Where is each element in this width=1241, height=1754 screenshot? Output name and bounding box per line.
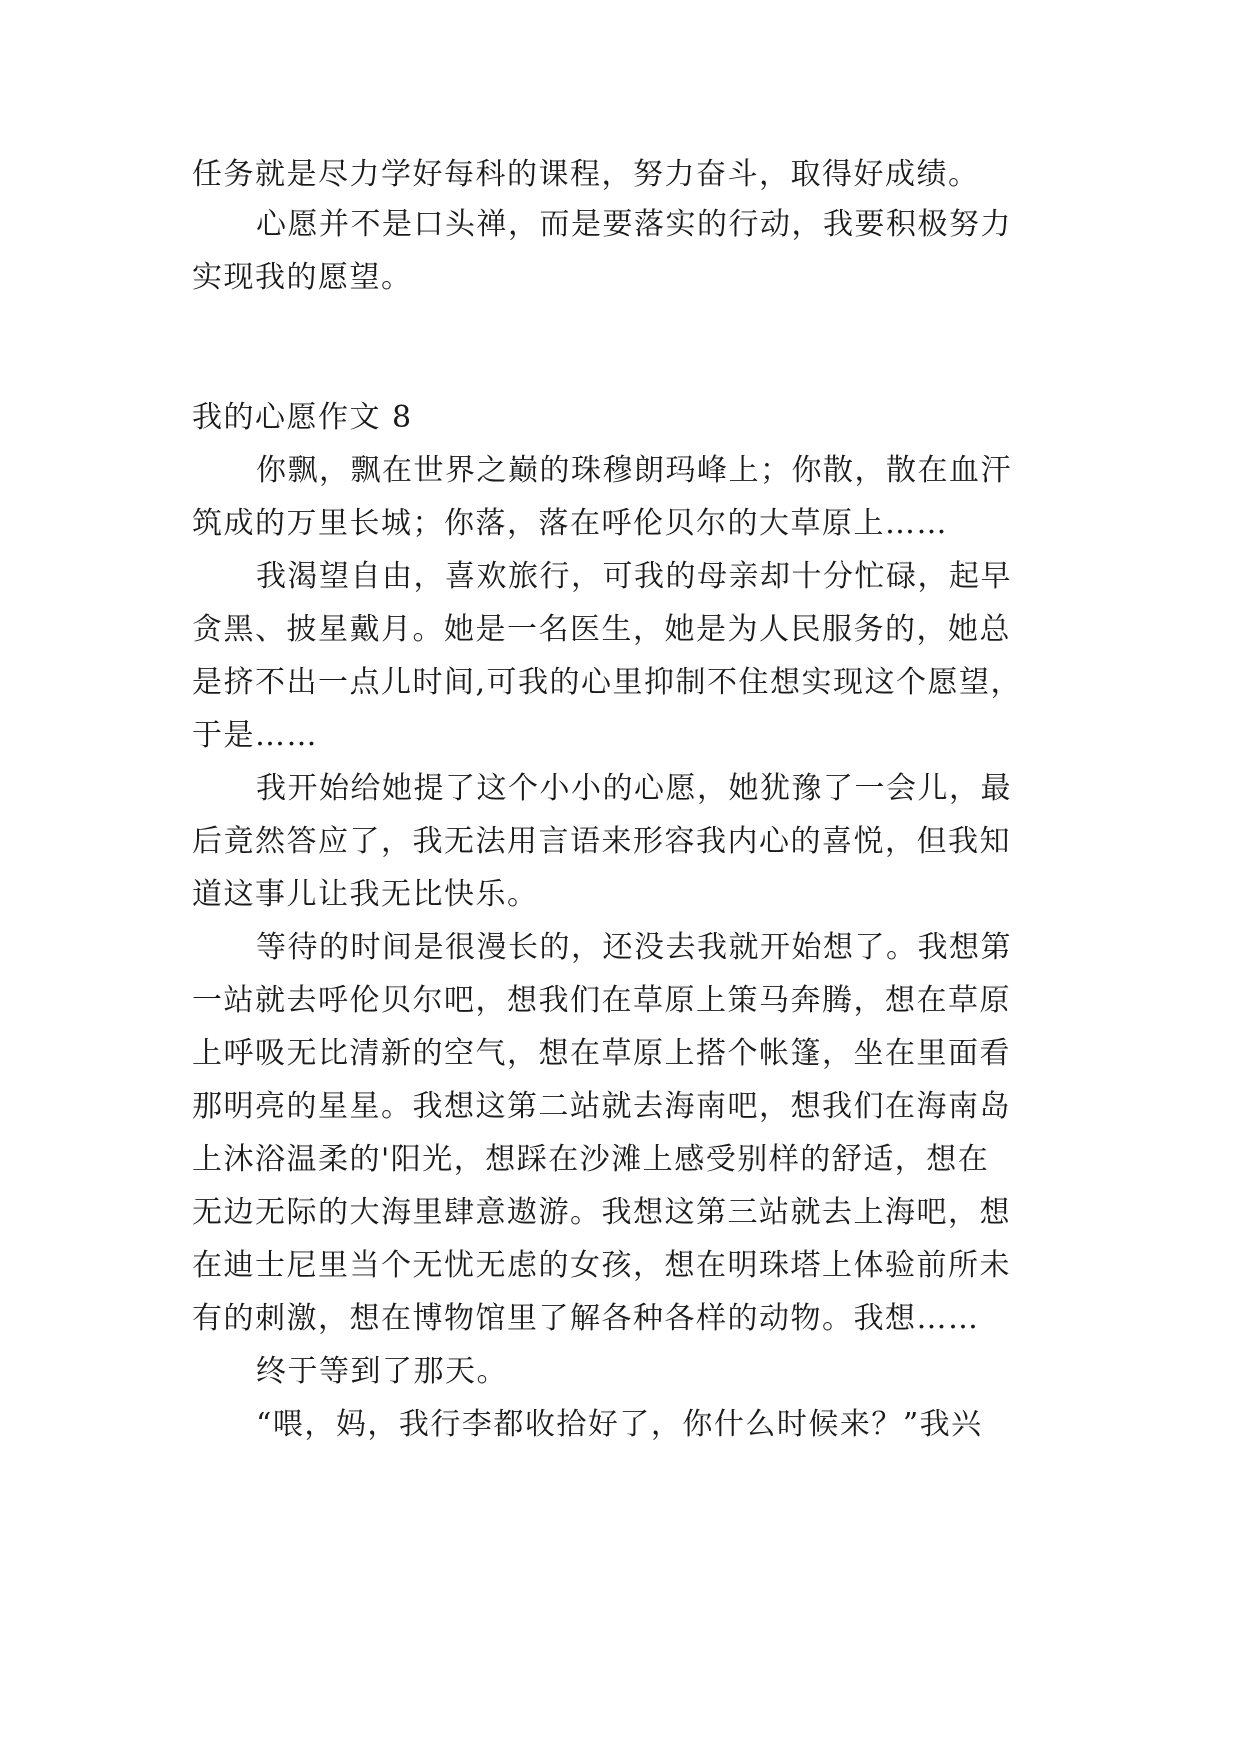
text-line: 贪黑、披星戴月。她是一名医生，她是为人民服务的，她总 (192, 612, 1011, 647)
text-line: 无边无际的大海里肆意遨游。我想这第三站就去上海吧，想 (192, 1195, 1011, 1230)
text-line: 你飘，飘在世界之巅的珠穆朗玛峰上；你散，散在血汗 (256, 453, 1012, 488)
text-line: “喂，妈，我行李都收拾好了，你什么时候来？”我兴 (256, 1407, 983, 1442)
text-line: 心愿并不是口头禅，而是要落实的行动，我要积极努力 (256, 207, 1012, 242)
text-line: 后竟然答应了，我无法用言语来形容我内心的喜悦，但我知 (192, 824, 1011, 859)
text-line: 我开始给她提了这个小小的心愿，她犹豫了一会儿，最 (256, 771, 1012, 806)
text-line: 在迪士尼里当个无忧无虑的女孩，想在明珠塔上体验前所未 (192, 1248, 1011, 1283)
text-line: 上沐浴温柔的'阳光，想踩在沙滩上感受别样的舒适，想在 (192, 1142, 990, 1177)
text-line: 任务就是尽力学好每科的课程，努力奋斗，取得好成绩。 (192, 157, 980, 192)
text-line: 筑成的万里长城；你落，落在呼伦贝尔的大草原上…… (192, 506, 948, 541)
text-line: 是挤不出一点儿时间,可我的心里抑制不住想实现这个愿望， (192, 665, 1023, 700)
text-line: 终于等到了那天。 (256, 1354, 508, 1389)
text-line: 等待的时间是很漫长的，还没去我就开始想了。我想第 (256, 930, 1012, 965)
text-line: 上呼吸无比清新的空气，想在草原上搭个帐篷，坐在里面看 (192, 1036, 1011, 1071)
text-line: 实现我的愿望。 (192, 260, 413, 295)
text-line: 道这事儿让我无比快乐。 (192, 877, 539, 912)
text-line: 我渴望自由，喜欢旅行，可我的母亲却十分忙碌，起早 (256, 559, 1012, 594)
section-heading: 我的心愿作文 8 (192, 400, 413, 435)
text-line: 于是…… (192, 718, 318, 753)
text-line: 有的刺激，想在博物馆里了解各种各样的动物。我想…… (192, 1301, 980, 1336)
text-line: 一站就去呼伦贝尔吧，想我们在草原上策马奔腾，想在草原 (192, 983, 1011, 1018)
text-line: 那明亮的星星。我想这第二站就去海南吧，想我们在海南岛 (192, 1089, 1011, 1124)
